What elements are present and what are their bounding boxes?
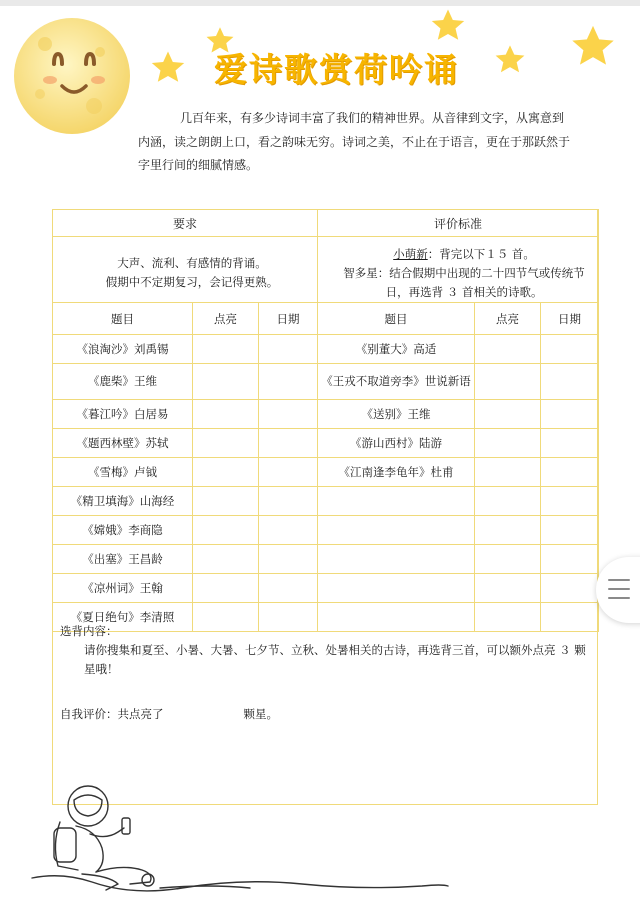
- table-row: [53, 487, 599, 516]
- col-header-title: 题目: [53, 303, 193, 335]
- col-header-title: 题目: [318, 303, 475, 335]
- light-cell[interactable]: [475, 429, 541, 458]
- date-cell[interactable]: [541, 487, 599, 516]
- date-cell[interactable]: [541, 429, 599, 458]
- col-header-date: 日期: [541, 303, 599, 335]
- poem-title-cell: 《出塞》王昌龄: [53, 545, 193, 574]
- menu-bar-icon: [608, 579, 630, 581]
- optional-section: [60, 622, 594, 679]
- light-cell[interactable]: [193, 574, 259, 603]
- light-cell[interactable]: [475, 458, 541, 487]
- light-cell[interactable]: [475, 545, 541, 574]
- side-menu-handle[interactable]: [596, 557, 640, 623]
- date-cell[interactable]: [259, 458, 318, 487]
- date-cell[interactable]: [259, 364, 318, 400]
- date-cell[interactable]: [259, 516, 318, 545]
- self-eval-prefix: 自我评价：共点亮了: [60, 707, 164, 721]
- light-cell[interactable]: [193, 400, 259, 429]
- poem-title-cell: [318, 516, 475, 545]
- date-cell[interactable]: [259, 487, 318, 516]
- poem-title-cell: 《嫦娥》李商隐: [53, 516, 193, 545]
- optional-text: 请你搜集和夏至、小暑、大暑、七夕节、立秋、处暑相关的古诗，再选背三首，可以额外点亮 ３ 颗星哦！: [84, 643, 586, 676]
- date-cell[interactable]: [541, 516, 599, 545]
- top-bar: [0, 0, 640, 6]
- intro-paragraph: 几百年来，有多少诗词丰富了我们的精神世界。从音律到文字，从寓意到内涵，读之朗朗上口，看之韵味无穷。诗词之美，不止在于语言，更在于那跃然于字里行间的细腻情感。: [138, 111, 571, 172]
- date-cell[interactable]: [541, 545, 599, 574]
- date-cell[interactable]: [541, 400, 599, 429]
- poem-title-cell: 《送别》王维: [318, 400, 475, 429]
- table-row: [53, 429, 599, 458]
- table-row: [53, 335, 599, 364]
- criteria-header: 评价标准: [318, 210, 599, 237]
- table-row: [53, 545, 599, 574]
- criteria-line: 智多星：结合假期中出现的二十四节气或传统节日，再选背 ３ 首相关的诗歌。: [343, 265, 585, 299]
- light-cell[interactable]: [193, 516, 259, 545]
- poem-table: [52, 209, 599, 632]
- date-cell[interactable]: [259, 545, 318, 574]
- light-cell[interactable]: [193, 487, 259, 516]
- table-row: [53, 458, 599, 487]
- star-icon: [570, 24, 616, 70]
- col-header-light: 点亮: [193, 303, 259, 335]
- menu-bar-icon: [608, 588, 630, 590]
- table-row: [53, 574, 599, 603]
- date-cell[interactable]: [541, 335, 599, 364]
- date-cell[interactable]: [259, 335, 318, 364]
- poem-title-cell: 《别董大》高适: [318, 335, 475, 364]
- page-title: 爱诗歌赏荷吟诵: [214, 50, 459, 89]
- poem-title-cell: 《凉州词》王翰: [53, 574, 193, 603]
- criteria-cell: [318, 237, 599, 303]
- table-row: [53, 364, 599, 400]
- light-cell[interactable]: [475, 574, 541, 603]
- optional-label: 选背内容：: [60, 624, 118, 638]
- light-cell[interactable]: [475, 487, 541, 516]
- light-cell[interactable]: [193, 458, 259, 487]
- poem-title-cell: 《夏日绝句》李清照: [53, 603, 193, 632]
- requirements-cell: [53, 237, 318, 303]
- light-cell[interactable]: [475, 335, 541, 364]
- poem-title-cell: 《江南逢李龟年》杜甫: [318, 458, 475, 487]
- astronaut-illustration: [30, 776, 450, 896]
- date-cell[interactable]: [541, 574, 599, 603]
- self-evaluation: [60, 706, 278, 722]
- star-icon: [150, 50, 186, 86]
- menu-bar-icon: [608, 597, 630, 599]
- table-row: [53, 400, 599, 429]
- poem-title-cell: 《暮江吟》白居易: [53, 400, 193, 429]
- poem-title-cell: [318, 574, 475, 603]
- light-cell[interactable]: [475, 364, 541, 400]
- light-cell[interactable]: [193, 545, 259, 574]
- star-icon: [494, 44, 526, 76]
- requirement-line: 假期中不定期复习，会记得更熟。: [105, 275, 279, 289]
- requirement-line: 大声、流利、有感情的背诵。: [117, 256, 267, 270]
- poem-title-cell: 《题西林壁》苏轼: [53, 429, 193, 458]
- date-cell[interactable]: [259, 400, 318, 429]
- requirements-header: 要求: [53, 210, 318, 237]
- star-icon: [430, 8, 466, 44]
- light-cell[interactable]: [193, 335, 259, 364]
- date-cell[interactable]: [259, 429, 318, 458]
- poem-title-cell: 《游山西村》陆游: [318, 429, 475, 458]
- date-cell[interactable]: [541, 364, 599, 400]
- col-header-date: 日期: [259, 303, 318, 335]
- self-eval-suffix: 颗星。: [243, 707, 278, 721]
- date-cell[interactable]: [541, 458, 599, 487]
- poem-title-cell: 《精卫填海》山海经: [53, 487, 193, 516]
- criteria-level-label: 小萌新: [393, 246, 428, 261]
- light-cell[interactable]: [475, 400, 541, 429]
- light-cell[interactable]: [193, 429, 259, 458]
- smiling-moon-icon: [10, 14, 134, 138]
- date-cell[interactable]: [259, 574, 318, 603]
- poem-title-cell: [318, 487, 475, 516]
- light-cell[interactable]: [193, 364, 259, 400]
- table-row: [53, 516, 599, 545]
- col-header-light: 点亮: [475, 303, 541, 335]
- poem-title-cell: 《雪梅》卢钺: [53, 458, 193, 487]
- poem-title-cell: 《浪淘沙》刘禹锡: [53, 335, 193, 364]
- poem-title-cell: 《鹿柴》王维: [53, 364, 193, 400]
- light-cell[interactable]: [475, 516, 541, 545]
- criteria-line: 小萌新：背完以下１５ 首。: [393, 246, 535, 261]
- poem-title-cell: 《王戎不取道旁李》世说新语: [318, 364, 475, 400]
- poem-title-cell: [318, 545, 475, 574]
